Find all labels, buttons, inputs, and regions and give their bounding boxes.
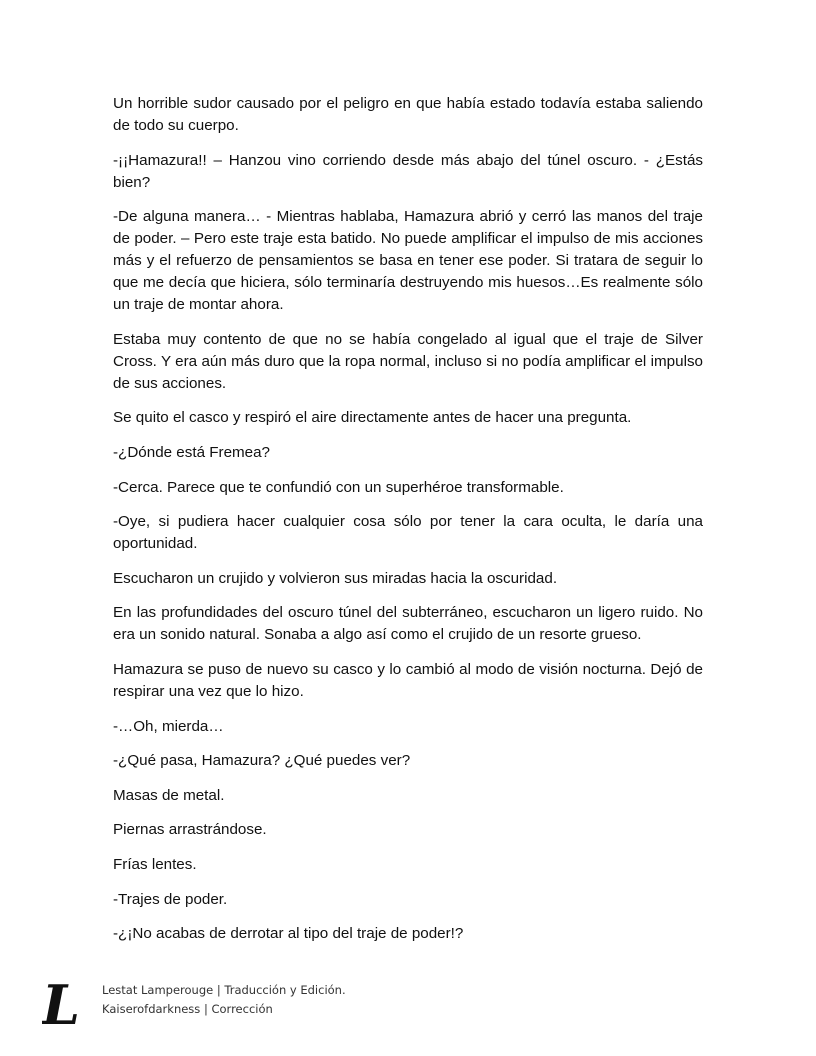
paragraph: -…Oh, mierda… xyxy=(113,717,224,735)
paragraph: Un horrible sudor causado por el peligro en que había estado todavía estaba saliendo de todo su cuerpo. xyxy=(113,95,703,134)
paragraph: Escucharon un crujido y volvieron sus miradas hacia la oscuridad. xyxy=(113,569,558,587)
credit-translation: Lestat Lamperouge | Traducción y Edición. xyxy=(102,983,346,997)
paragraph: En las profundidades del oscuro túnel del subterráneo, escucharon un ligero ruido. No era un sonido natural. Sonaba a algo así como el crujido de un resorte grueso. xyxy=(113,604,703,644)
paragraph: Frías lentes. xyxy=(113,855,197,873)
paragraph: -¿¡No acabas de derrotar al tipo del traje de poder!? xyxy=(113,925,464,943)
paragraph: Hamazura se puso de nuevo su casco y lo cambió al modo de visión nocturna. Dejó de respirar una vez que lo hizo. xyxy=(113,660,703,700)
paragraph: -¿Dónde está Fremea? xyxy=(113,443,271,461)
paragraph: -¡¡Hamazura!! – Hanzou vino corriendo desde más abajo del túnel oscuro. - ¿Estás bien? xyxy=(113,151,703,191)
page-footer xyxy=(0,975,816,1035)
credits-block xyxy=(102,981,346,1019)
paragraph: -Trajes de poder. xyxy=(113,890,228,908)
paragraph: -Oye, si pudiera hacer cualquier cosa sólo por tener la cara oculta, le daría una oportunidad. xyxy=(113,513,703,553)
paragraph: -De alguna manera… - Mientras hablaba, Hamazura abrió y cerró las manos del traje de poder. – Pero este traje esta batido. No puede amplificar el impulso de mis acciones más y el refuerzo de pensamientos se basa en tener ese poder. Si tratara de seguir lo que me decía que hiciera, sólo terminaría destruyendo mis huesos…Es realmente sólo un traje de montar ahora. xyxy=(113,208,703,314)
paragraph: Masas de metal. xyxy=(113,786,225,804)
credit-correction: Kaiserofdarkness | Corrección xyxy=(102,1002,273,1016)
paragraph: Estaba muy contento de que no se había congelado al igual que el traje de Silver Cross. Y era aún más duro que la ropa normal, incluso si no podía amplificar el impulso de sus acciones. xyxy=(113,330,703,392)
paragraph: Se quito el casco y respiró el aire directamente antes de hacer una pregunta. xyxy=(113,409,632,427)
document-body xyxy=(113,93,703,958)
paragraph: -¿Qué pasa, Hamazura? ¿Qué puedes ver? xyxy=(113,752,411,770)
gothic-l-logo-icon: L xyxy=(42,979,80,1031)
paragraph: -Cerca. Parece que te confundió con un superhéroe transformable. xyxy=(113,478,564,496)
paragraph: Piernas arrastrándose. xyxy=(113,821,267,839)
